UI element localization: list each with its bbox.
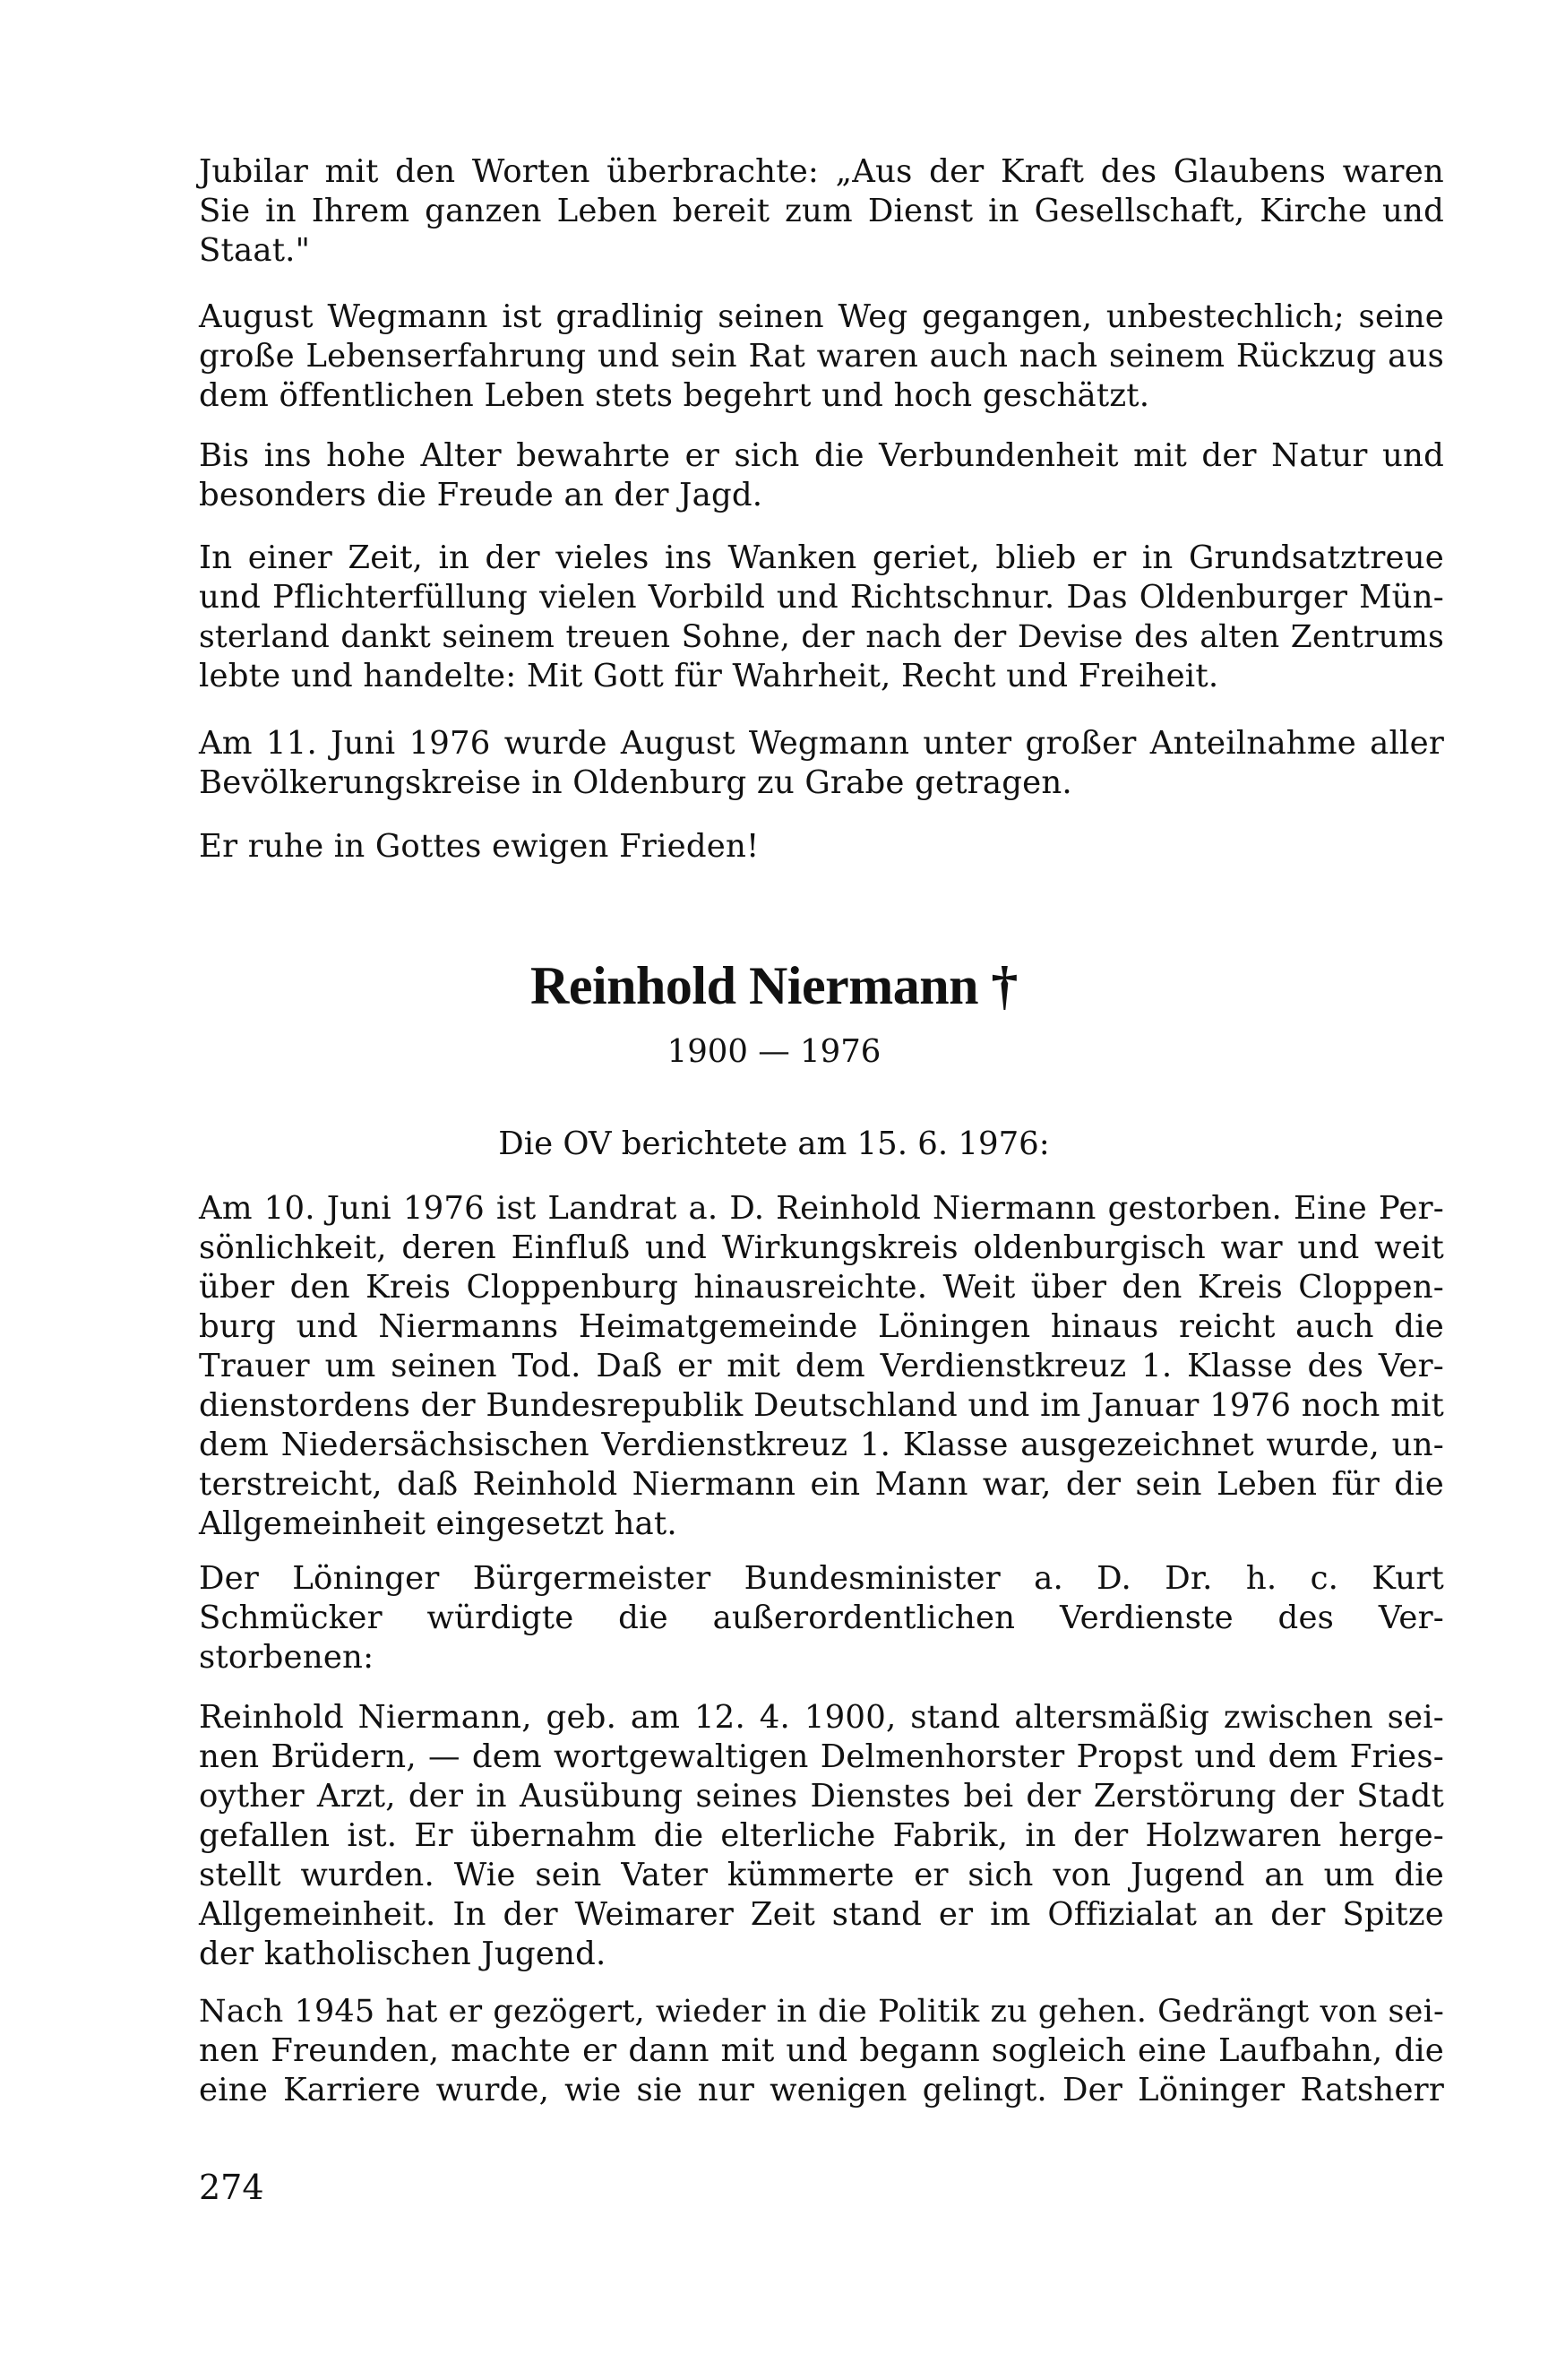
- text-line: oyther Arzt, der in Ausübung seines Dienstes bei der Zerstörung der Stadt: [199, 1778, 1444, 1815]
- text-line: dienstordens der Bundesrepublik Deutschland und im Januar 1976 noch mit: [199, 1387, 1444, 1424]
- text-line: In einer Zeit, in der vieles ins Wanken geriet, blieb er in Grundsatztreue: [199, 539, 1444, 576]
- life-years: 1900 — 1976: [666, 1033, 882, 1070]
- text-line: lebte und handelte: Mit Gott für Wahrheit, Recht und Freiheit.: [199, 658, 1219, 694]
- text-line: nen Freunden, machte er dann mit und begann sogleich eine Laufbahn, die: [199, 2032, 1444, 2069]
- paragraph: [199, 152, 1444, 271]
- text-line: Jubilar mit den Worten überbrachte: „Aus der Kraft des Glaubens waren: [199, 153, 1444, 190]
- obituary-heading: Reinhold Niermann †: [530, 956, 1018, 1015]
- text-line: dem öffentlichen Leben stets begehrt und hoch geschätzt.: [199, 377, 1150, 414]
- text-line: Der Löninger Bürgermeister Bundesminister a. D. Dr. h. c. Kurt: [199, 1560, 1444, 1597]
- text-line: und Pflichterfüllung vielen Vorbild und Richtschnur. Das Oldenburger Mün-: [199, 579, 1444, 616]
- text-line: nen Brüdern, — dem wortgewaltigen Delmenhorster Propst und dem Fries-: [199, 1738, 1444, 1775]
- text-line: Trauer um seinen Tod. Daß er mit dem Verdienstkreuz 1. Klasse des Ver-: [199, 1348, 1444, 1384]
- paragraph: [199, 1559, 1444, 1677]
- text-line: Allgemeinheit. In der Weimarer Zeit stand er im Offizialat an der Spitze: [199, 1896, 1444, 1933]
- text-line: Reinhold Niermann, geb. am 12. 4. 1900, stand altersmäßig zwischen sei-: [199, 1699, 1444, 1736]
- text-line: stellt wurden. Wie sein Vater kümmerte er sich von Jugend an um die: [199, 1857, 1444, 1893]
- text-line: Schmücker würdigte die außerordentlichen Verdienste des Ver-: [199, 1600, 1444, 1636]
- text-line: Allgemeinheit eingesetzt hat.: [199, 1505, 677, 1542]
- text-line: große Lebenserfahrung und sein Rat waren auch nach seinem Rückzug aus: [199, 338, 1444, 375]
- text-line: eine Karriere wurde, wie sie nur wenigen gelingt. Der Löninger Ratsherr: [199, 2072, 1444, 2108]
- paragraph: [199, 436, 1444, 515]
- text-line: Am 11. Juni 1976 wurde August Wegmann unter großer Anteilnahme aller: [199, 725, 1444, 762]
- text-line: Bis ins hohe Alter bewahrte er sich die Verbundenheit mit der Natur und: [199, 437, 1444, 474]
- text-line: der katholischen Jugend.: [199, 1936, 606, 1972]
- text-line: Nach 1945 hat er gezögert, wieder in die Politik zu gehen. Gedrängt von sei-: [199, 1994, 1444, 2030]
- paragraph: [199, 1189, 1444, 1544]
- text-line: Staat.": [199, 232, 311, 269]
- paragraph: [199, 724, 1444, 803]
- text-line: dem Niedersächsischen Verdienstkreuz 1. Klasse ausgezeichnet wurde, un-: [199, 1427, 1444, 1463]
- paragraph: [199, 827, 1444, 867]
- text-line: burg und Niermanns Heimatgemeinde Löningen hinaus reicht auch die: [199, 1308, 1444, 1345]
- text-line: sterland dankt seinem treuen Sohne, der nach der Devise des alten Zentrums: [199, 619, 1444, 655]
- paragraph: [199, 1992, 1444, 2110]
- text-line: gefallen ist. Er übernahm die elterliche Fabrik, in der Holzwaren herge-: [199, 1817, 1444, 1854]
- paragraph: [199, 539, 1444, 696]
- text-line: terstreicht, daß Reinhold Niermann ein Mann war, der sein Leben für die: [199, 1466, 1444, 1503]
- text-line: Bevölkerungskreise in Oldenburg zu Grabe getragen.: [199, 764, 1072, 801]
- text-line: besonders die Freude an der Jagd.: [199, 477, 763, 513]
- text-line: sönlichkeit, deren Einfluß und Wirkungskreis oldenburgisch war und weit: [199, 1229, 1444, 1266]
- text-line: Sie in Ihrem ganzen Leben bereit zum Dienst in Gesellschaft, Kirche und: [199, 193, 1444, 229]
- paragraph: [199, 1698, 1444, 1974]
- text-line: August Wegmann ist gradlinig seinen Weg gegangen, unbestechlich; seine: [199, 298, 1444, 335]
- page-number: 274: [199, 2168, 264, 2207]
- text-line: storbenen:: [199, 1639, 374, 1676]
- text-line: Am 10. Juni 1976 ist Landrat a. D. Reinhold Niermann gestorben. Eine Per-: [199, 1190, 1444, 1227]
- paragraph: [199, 298, 1444, 416]
- source-note: Die OV berichtete am 15. 6. 1976:: [498, 1125, 1050, 1162]
- text-line: über den Kreis Cloppenburg hinausreichte. Weit über den Kreis Cloppen-: [199, 1269, 1444, 1306]
- text-line: Er ruhe in Gottes ewigen Frieden!: [199, 828, 760, 865]
